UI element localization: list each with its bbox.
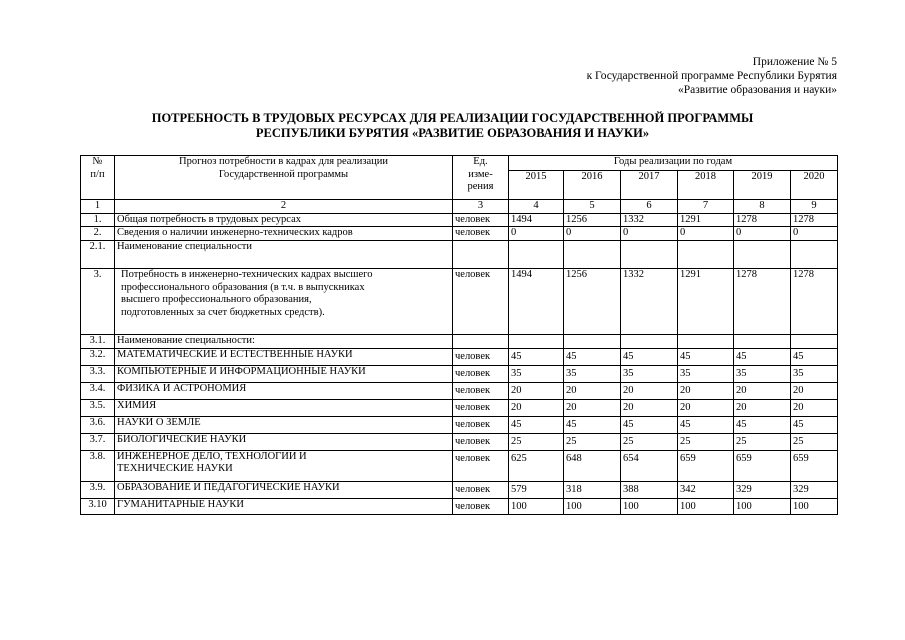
row-unit: человек	[453, 227, 509, 241]
row-value-2016: 0	[564, 227, 621, 241]
table-row	[81, 382, 838, 399]
row-value-2019: 35	[734, 365, 791, 382]
row-value-2016	[564, 241, 621, 269]
header-year: 2019	[734, 171, 791, 200]
row-value-2017: 20	[621, 399, 678, 416]
row-number: 3.10	[81, 498, 115, 514]
header-unit-cell	[453, 156, 509, 200]
row-value-2017: 20	[621, 382, 678, 399]
row-value-2015: 20	[509, 382, 564, 399]
table-row	[81, 241, 838, 269]
header-year: 2020	[791, 171, 838, 200]
row-value-2015: 1494	[509, 269, 564, 335]
column-number: 5	[564, 200, 621, 214]
row-unit: человек	[453, 481, 509, 498]
row-value-2015	[509, 241, 564, 269]
row-number: 3.6.	[81, 416, 115, 433]
row-value-2017: 0	[621, 227, 678, 241]
column-number-row	[81, 200, 838, 214]
row-number: 1.	[81, 213, 115, 227]
row-name-line: подготовленных за счет бюджетных средств).	[121, 306, 325, 318]
row-unit: человек	[453, 399, 509, 416]
column-number: 6	[621, 200, 678, 214]
row-unit	[453, 335, 509, 349]
column-number: 2	[115, 200, 453, 214]
row-name: ОБРАЗОВАНИЕ И ПЕДАГОГИЧЕСКИЕ НАУКИ	[115, 481, 453, 498]
column-number: 7	[678, 200, 734, 214]
row-value-2020: 25	[791, 433, 838, 450]
row-value-2017: 45	[621, 348, 678, 365]
row-value-2017: 35	[621, 365, 678, 382]
row-unit: человек	[453, 433, 509, 450]
row-value-2020: 20	[791, 382, 838, 399]
row-name: ГУМАНИТАРНЫЕ НАУКИ	[115, 498, 453, 514]
column-number: 3	[453, 200, 509, 214]
row-value-2018: 659	[678, 450, 734, 481]
row-name-line: высшего профессионального образования,	[121, 294, 312, 305]
row-number: 3.	[81, 269, 115, 335]
row-unit: человек	[453, 269, 509, 335]
row-value-2016: 20	[564, 382, 621, 399]
row-value-2018	[678, 241, 734, 269]
row-value-2018: 25	[678, 433, 734, 450]
row-unit: человек	[453, 416, 509, 433]
row-value-2016: 318	[564, 481, 621, 498]
row-value-2016: 45	[564, 348, 621, 365]
appendix-line-1: Приложение № 5	[752, 56, 837, 68]
row-number: 3.5.	[81, 399, 115, 416]
row-name: Наименование специальности	[115, 241, 453, 269]
column-number: 4	[509, 200, 564, 214]
row-value-2017: 45	[621, 416, 678, 433]
table-row	[81, 335, 838, 349]
row-unit: человек	[453, 450, 509, 481]
row-name-line: профессионального образования (в т.ч. в выпускниках	[121, 281, 365, 293]
row-name: КОМПЬЮТЕРНЫЕ И ИНФОРМАЦИОННЫЕ НАУКИ	[115, 365, 453, 382]
row-name: Наименование специальности:	[115, 335, 453, 349]
row-value-2016: 25	[564, 433, 621, 450]
row-value-2015: 0	[509, 227, 564, 241]
row-unit: человек	[453, 365, 509, 382]
table-row	[81, 213, 838, 227]
row-value-2015: 35	[509, 365, 564, 382]
table-row	[81, 450, 838, 481]
table-body	[81, 156, 838, 515]
row-value-2020: 45	[791, 348, 838, 365]
header-year: 2018	[678, 171, 734, 200]
row-unit: человек	[453, 348, 509, 365]
header-no-line-2: п/п	[90, 168, 105, 180]
row-value-2017: 654	[621, 450, 678, 481]
row-value-2018: 1291	[678, 269, 734, 335]
row-value-2019: 45	[734, 348, 791, 365]
table-row	[81, 227, 838, 241]
row-number: 3.7.	[81, 433, 115, 450]
table-row	[81, 481, 838, 498]
row-value-2017: 388	[621, 481, 678, 498]
row-value-2019	[734, 335, 791, 349]
row-value-2019: 659	[734, 450, 791, 481]
row-value-2015: 100	[509, 498, 564, 514]
row-value-2015: 20	[509, 399, 564, 416]
row-value-2015: 45	[509, 416, 564, 433]
row-value-2018: 20	[678, 399, 734, 416]
table-row	[81, 399, 838, 416]
row-value-2020: 659	[791, 450, 838, 481]
row-number: 3.1.	[81, 335, 115, 349]
row-value-2015	[509, 335, 564, 349]
row-value-2020: 35	[791, 365, 838, 382]
table-row	[81, 416, 838, 433]
row-name-line: Потребность в инженерно-технических кадрах высшего	[121, 269, 373, 280]
row-number: 2.1.	[81, 241, 115, 269]
row-value-2018	[678, 335, 734, 349]
row-value-2016: 1256	[564, 213, 621, 227]
row-unit	[453, 241, 509, 269]
header-year: 2017	[621, 171, 678, 200]
row-value-2017: 1332	[621, 213, 678, 227]
header-unit-line-2: изме-	[468, 168, 493, 180]
header-year: 2015	[509, 171, 564, 200]
row-value-2016: 100	[564, 498, 621, 514]
row-value-2020: 329	[791, 481, 838, 498]
document-title	[0, 111, 905, 141]
table-row	[81, 498, 838, 514]
table-row	[81, 433, 838, 450]
header-years-caption: Годы реализации по годам	[509, 156, 838, 171]
row-value-2019: 25	[734, 433, 791, 450]
column-number: 1	[81, 200, 115, 214]
table-row	[81, 348, 838, 365]
row-value-2018: 342	[678, 481, 734, 498]
row-value-2015: 579	[509, 481, 564, 498]
table-row	[81, 269, 838, 335]
row-value-2017: 1332	[621, 269, 678, 335]
title-line-1: ПОТРЕБНОСТЬ В ТРУДОВЫХ РЕСУРСАХ ДЛЯ РЕАЛИЗАЦИИ ГОСУДАРСТВЕННОЙ ПРОГРАММЫ	[151, 111, 754, 125]
row-number: 3.2.	[81, 348, 115, 365]
row-name: ХИМИЯ	[115, 399, 453, 416]
row-value-2020: 0	[791, 227, 838, 241]
header-unit-line-3: рения	[467, 181, 494, 192]
row-unit: человек	[453, 213, 509, 227]
row-value-2015: 625	[509, 450, 564, 481]
column-number: 9	[791, 200, 838, 214]
row-value-2020: 45	[791, 416, 838, 433]
row-number: 3.3.	[81, 365, 115, 382]
row-name-line: ИНЖЕНЕРНОЕ ДЕЛО, ТЕХНОЛОГИИ И	[117, 450, 307, 462]
row-number: 3.4.	[81, 382, 115, 399]
row-value-2017: 100	[621, 498, 678, 514]
row-name	[115, 269, 453, 335]
row-value-2016: 45	[564, 416, 621, 433]
row-value-2018: 100	[678, 498, 734, 514]
workforce-table	[80, 155, 838, 515]
row-value-2019: 1278	[734, 269, 791, 335]
row-name	[115, 450, 453, 481]
row-unit: человек	[453, 498, 509, 514]
column-number: 8	[734, 200, 791, 214]
row-name: БИОЛОГИЧЕСКИЕ НАУКИ	[115, 433, 453, 450]
header-row-1	[81, 156, 838, 171]
row-value-2016: 648	[564, 450, 621, 481]
row-value-2019: 0	[734, 227, 791, 241]
appendix-line-2: к Государственной программе Республики Бурятия	[586, 70, 837, 82]
appendix-line-3: «Развитие образования и науки»	[677, 84, 837, 96]
row-value-2015: 45	[509, 348, 564, 365]
row-name: НАУКИ О ЗЕМЛЕ	[115, 416, 453, 433]
header-no-line-1: №	[92, 156, 103, 167]
row-value-2016: 35	[564, 365, 621, 382]
row-value-2019: 329	[734, 481, 791, 498]
row-value-2020	[791, 335, 838, 349]
row-value-2016	[564, 335, 621, 349]
header-name-line-1: Прогноз потребности в кадрах для реализации	[178, 156, 389, 167]
row-value-2020: 20	[791, 399, 838, 416]
row-name-line: ТЕХНИЧЕСКИЕ НАУКИ	[117, 463, 233, 474]
row-value-2015: 1494	[509, 213, 564, 227]
row-number: 3.8.	[81, 450, 115, 481]
row-value-2019: 1278	[734, 213, 791, 227]
row-name: Сведения о наличии инженерно-технических кадров	[115, 227, 453, 241]
row-value-2019	[734, 241, 791, 269]
row-value-2019: 20	[734, 382, 791, 399]
row-value-2016: 1256	[564, 269, 621, 335]
title-line-2: РЕСПУБЛИКИ БУРЯТИЯ «РАЗВИТИЕ ОБРАЗОВАНИЯ И НАУКИ»	[255, 126, 650, 140]
appendix-header	[587, 55, 837, 97]
row-value-2018: 35	[678, 365, 734, 382]
row-value-2018: 45	[678, 416, 734, 433]
header-unit-line-1: Ед.	[473, 156, 488, 167]
row-name: МАТЕМАТИЧЕСКИЕ И ЕСТЕСТВЕННЫЕ НАУКИ	[115, 348, 453, 365]
header-name-cell	[115, 156, 453, 200]
row-value-2020: 100	[791, 498, 838, 514]
row-value-2019: 45	[734, 416, 791, 433]
row-unit: человек	[453, 382, 509, 399]
header-year: 2016	[564, 171, 621, 200]
row-value-2018: 45	[678, 348, 734, 365]
row-value-2019: 100	[734, 498, 791, 514]
row-name: Общая потребность в трудовых ресурсах	[115, 213, 453, 227]
header-name-line-2: Государственной программы	[218, 168, 349, 180]
row-value-2018: 1291	[678, 213, 734, 227]
row-value-2018: 0	[678, 227, 734, 241]
row-value-2017: 25	[621, 433, 678, 450]
row-value-2020: 1278	[791, 269, 838, 335]
header-no-cell	[81, 156, 115, 200]
row-value-2017	[621, 241, 678, 269]
row-value-2020: 1278	[791, 213, 838, 227]
table-row	[81, 365, 838, 382]
row-value-2017	[621, 335, 678, 349]
row-value-2018: 20	[678, 382, 734, 399]
row-number: 2.	[81, 227, 115, 241]
row-value-2019: 20	[734, 399, 791, 416]
row-name: ФИЗИКА И АСТРОНОМИЯ	[115, 382, 453, 399]
row-value-2020	[791, 241, 838, 269]
row-value-2015: 25	[509, 433, 564, 450]
row-number: 3.9.	[81, 481, 115, 498]
row-value-2016: 20	[564, 399, 621, 416]
